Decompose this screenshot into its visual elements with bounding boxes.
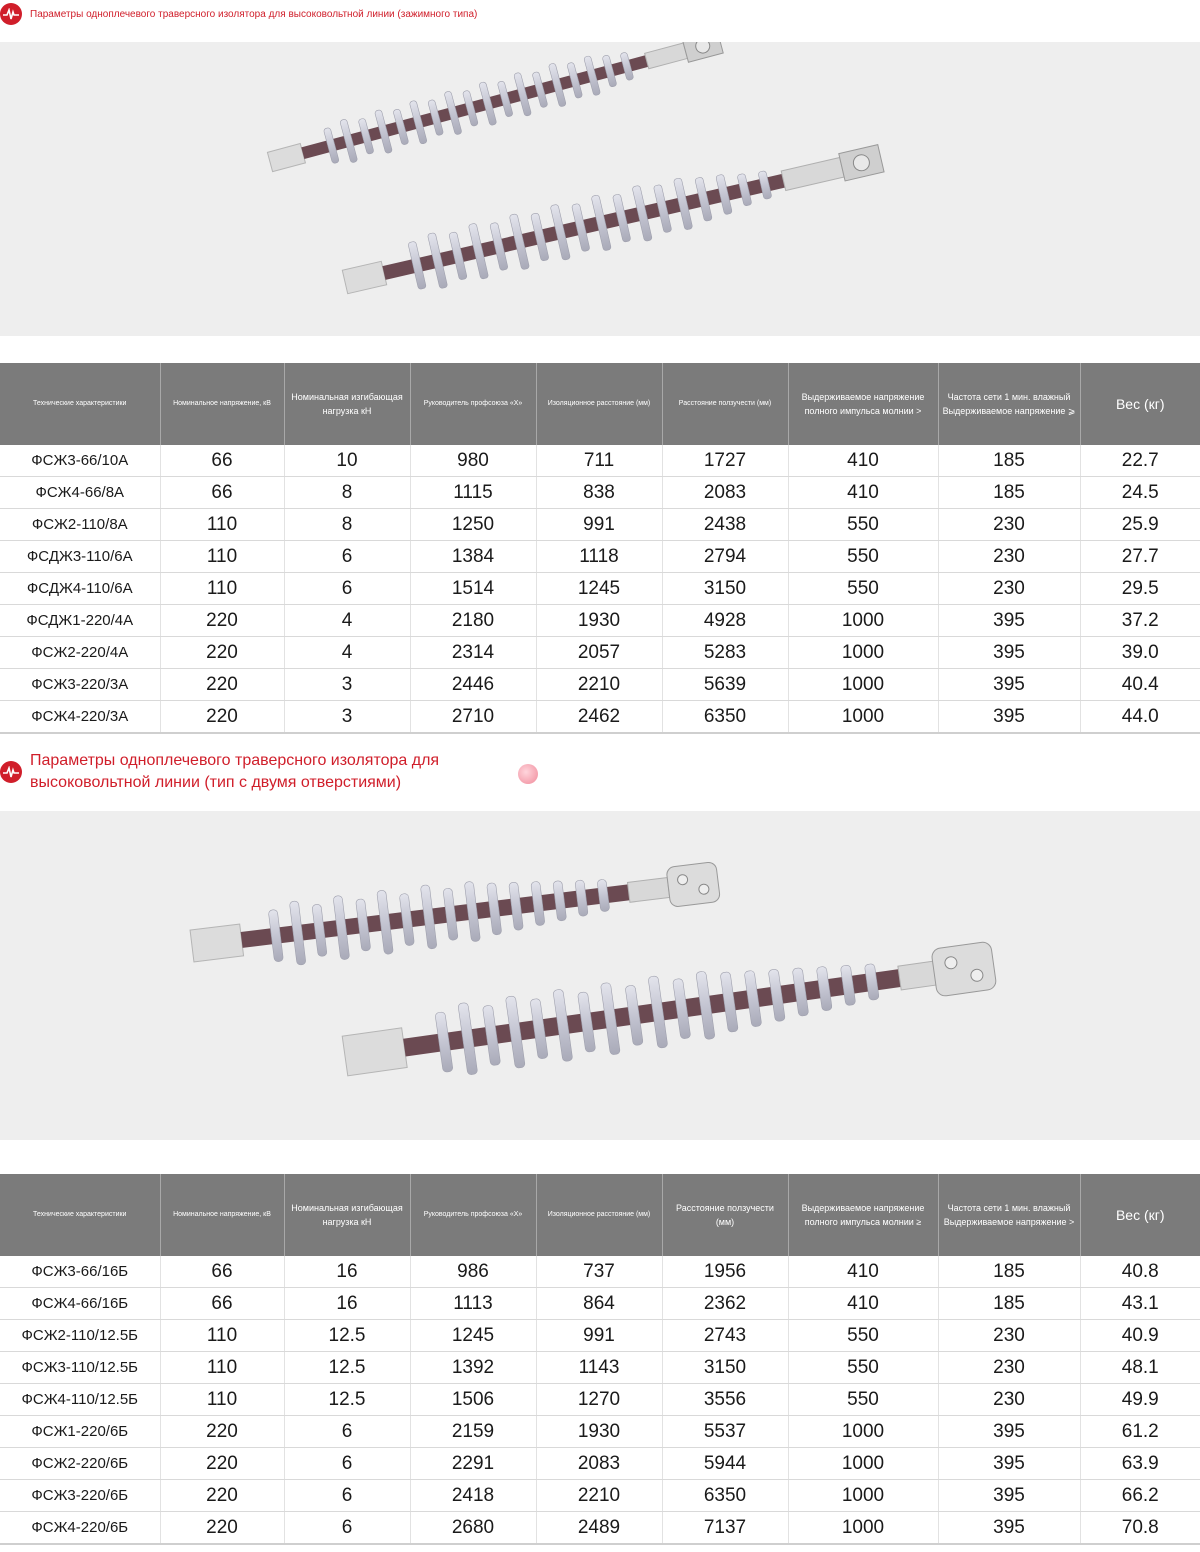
cell-weight: 48.1	[1080, 1352, 1200, 1384]
cell-impulse: 410	[788, 477, 938, 509]
cell-weight: 40.9	[1080, 1320, 1200, 1352]
cell-load: 8	[284, 509, 410, 541]
cell-frequency: 395	[938, 1480, 1080, 1512]
cell-load: 16	[284, 1256, 410, 1288]
cell-frequency: 395	[938, 1416, 1080, 1448]
col-header-impulse: Выдерживаемое напряжение полного импульса молнии >	[788, 363, 938, 445]
cell-voltage: 220	[160, 669, 284, 701]
insulator-bottom	[340, 929, 999, 1091]
table-row	[0, 605, 1200, 637]
pulse-logo-icon	[0, 761, 22, 783]
cell-model: ФСДЖ1-220/4А	[0, 605, 160, 637]
cell-voltage: 220	[160, 1480, 284, 1512]
cell-insulation: 737	[536, 1256, 662, 1288]
cell-insulation: 2210	[536, 1480, 662, 1512]
col-header-frequency: Частота сети 1 мин. влажный Выдерживаемое напряжение >	[938, 1174, 1080, 1256]
section2-header	[0, 750, 500, 794]
cell-union: 1115	[410, 477, 536, 509]
col-header-weight: Вес (кг)	[1080, 1174, 1200, 1256]
cell-impulse: 1000	[788, 1448, 938, 1480]
cell-voltage: 110	[160, 1320, 284, 1352]
col-header-spec: Технические характеристики	[0, 363, 160, 445]
cell-load: 6	[284, 1480, 410, 1512]
cell-weight: 70.8	[1080, 1512, 1200, 1545]
table-body	[0, 1256, 1200, 1544]
spec-table-clamp	[0, 363, 1200, 734]
cell-model: ФСЖ2-110/8А	[0, 509, 160, 541]
cell-load: 4	[284, 637, 410, 669]
cell-frequency: 185	[938, 445, 1080, 477]
cell-insulation: 2210	[536, 669, 662, 701]
col-header-load: Номинальная изгибающая нагрузка кН	[284, 1174, 410, 1256]
cell-weight: 39.0	[1080, 637, 1200, 669]
cell-union: 1392	[410, 1352, 536, 1384]
cell-model: ФСЖ4-110/12.5Б	[0, 1384, 160, 1416]
cell-creepage: 2083	[662, 477, 788, 509]
cell-weight: 40.8	[1080, 1256, 1200, 1288]
cell-creepage: 5944	[662, 1448, 788, 1480]
cell-union: 2180	[410, 605, 536, 637]
insulator-top	[188, 850, 722, 978]
cell-frequency: 230	[938, 1352, 1080, 1384]
col-header-union: Руководитель профсоюза «Х»	[410, 1174, 536, 1256]
cell-union: 1514	[410, 573, 536, 605]
cell-frequency: 395	[938, 1512, 1080, 1545]
cell-load: 16	[284, 1288, 410, 1320]
cell-load: 10	[284, 445, 410, 477]
col-header-voltage: Номинальное напряжение, кВ	[160, 1174, 284, 1256]
cell-creepage: 2743	[662, 1320, 788, 1352]
cell-union: 2680	[410, 1512, 536, 1545]
cell-frequency: 230	[938, 509, 1080, 541]
col-header-union: Руководитель профсоюза «Х»	[410, 363, 536, 445]
cell-frequency: 230	[938, 573, 1080, 605]
cell-model: ФСЖ3-66/16Б	[0, 1256, 160, 1288]
cell-load: 6	[284, 573, 410, 605]
table-row	[0, 477, 1200, 509]
insulator-top	[264, 42, 726, 183]
cell-union: 2446	[410, 669, 536, 701]
cell-creepage: 5537	[662, 1416, 788, 1448]
cell-impulse: 550	[788, 541, 938, 573]
table-row	[0, 1480, 1200, 1512]
cell-model: ФСЖ2-220/4А	[0, 637, 160, 669]
cell-load: 3	[284, 701, 410, 734]
cell-frequency: 395	[938, 1448, 1080, 1480]
cell-weight: 24.5	[1080, 477, 1200, 509]
cell-voltage: 220	[160, 605, 284, 637]
table-header-row	[0, 1174, 1200, 1256]
section2-title: Параметры одноплечевого траверсного изолятора для высоковольтной линии (тип с двумя отверстиями)	[30, 752, 440, 791]
cell-frequency: 230	[938, 1320, 1080, 1352]
col-header-spec: Технические характеристики	[0, 1174, 160, 1256]
cell-model: ФСЖ2-220/6Б	[0, 1448, 160, 1480]
cell-creepage: 1956	[662, 1256, 788, 1288]
cell-impulse: 410	[788, 1288, 938, 1320]
cell-voltage: 220	[160, 1448, 284, 1480]
cell-voltage: 220	[160, 1512, 284, 1545]
table-row	[0, 573, 1200, 605]
cell-model: ФСДЖ3-110/6А	[0, 541, 160, 573]
cell-creepage: 2794	[662, 541, 788, 573]
cell-insulation: 1143	[536, 1352, 662, 1384]
cell-voltage: 66	[160, 477, 284, 509]
cell-impulse: 1000	[788, 605, 938, 637]
cell-load: 12.5	[284, 1384, 410, 1416]
cell-load: 12.5	[284, 1352, 410, 1384]
cell-model: ФСЖ4-220/3А	[0, 701, 160, 734]
cell-union: 2314	[410, 637, 536, 669]
cell-creepage: 2362	[662, 1288, 788, 1320]
cell-weight: 61.2	[1080, 1416, 1200, 1448]
cell-insulation: 864	[536, 1288, 662, 1320]
cell-impulse: 1000	[788, 669, 938, 701]
cell-weight: 27.7	[1080, 541, 1200, 573]
cell-frequency: 230	[938, 1384, 1080, 1416]
cell-model: ФСЖ3-220/3А	[0, 669, 160, 701]
cell-frequency: 395	[938, 669, 1080, 701]
cell-load: 6	[284, 1448, 410, 1480]
cell-voltage: 220	[160, 701, 284, 734]
cell-voltage: 110	[160, 541, 284, 573]
insulator-photo-two-hole	[0, 811, 1200, 1140]
cell-impulse: 1000	[788, 1416, 938, 1448]
cell-creepage: 3556	[662, 1384, 788, 1416]
cell-model: ФСЖ1-220/6Б	[0, 1416, 160, 1448]
cell-weight: 49.9	[1080, 1384, 1200, 1416]
col-header-insulation: Изоляционное расстояние (мм)	[536, 363, 662, 445]
cell-insulation: 2083	[536, 1448, 662, 1480]
cell-insulation: 1930	[536, 605, 662, 637]
cell-union: 2159	[410, 1416, 536, 1448]
cell-insulation: 991	[536, 1320, 662, 1352]
col-header-creepage: Расстояние ползучести (мм)	[662, 1174, 788, 1256]
table-row	[0, 541, 1200, 573]
cell-insulation: 1270	[536, 1384, 662, 1416]
cell-voltage: 110	[160, 509, 284, 541]
cell-load: 6	[284, 1416, 410, 1448]
cell-model: ФСЖ3-66/10А	[0, 445, 160, 477]
cell-insulation: 2057	[536, 637, 662, 669]
cell-frequency: 230	[938, 541, 1080, 573]
cell-voltage: 220	[160, 1416, 284, 1448]
table-row	[0, 1288, 1200, 1320]
cell-load: 3	[284, 669, 410, 701]
cell-load: 4	[284, 605, 410, 637]
cell-load: 8	[284, 477, 410, 509]
cell-union: 986	[410, 1256, 536, 1288]
cell-model: ФСЖ4-66/16Б	[0, 1288, 160, 1320]
cell-impulse: 1000	[788, 1480, 938, 1512]
cell-union: 2418	[410, 1480, 536, 1512]
table-row	[0, 1416, 1200, 1448]
cell-weight: 29.5	[1080, 573, 1200, 605]
table-row	[0, 701, 1200, 734]
cell-impulse: 550	[788, 1320, 938, 1352]
cell-union: 2291	[410, 1448, 536, 1480]
cell-voltage: 110	[160, 573, 284, 605]
col-header-weight: Вес (кг)	[1080, 363, 1200, 445]
cell-frequency: 395	[938, 701, 1080, 734]
insulator-photo-clamp	[0, 42, 1200, 336]
cell-impulse: 550	[788, 1352, 938, 1384]
cell-voltage: 110	[160, 1352, 284, 1384]
cell-creepage: 6350	[662, 701, 788, 734]
cell-impulse: 550	[788, 1384, 938, 1416]
cell-weight: 22.7	[1080, 445, 1200, 477]
cell-weight: 43.1	[1080, 1288, 1200, 1320]
table-row	[0, 509, 1200, 541]
cell-union: 1250	[410, 509, 536, 541]
cell-frequency: 185	[938, 1288, 1080, 1320]
col-header-insulation: Изоляционное расстояние (мм)	[536, 1174, 662, 1256]
cell-model: ФСДЖ4-110/6А	[0, 573, 160, 605]
cell-union: 1506	[410, 1384, 536, 1416]
cell-creepage: 3150	[662, 1352, 788, 1384]
cell-creepage: 3150	[662, 573, 788, 605]
cell-weight: 44.0	[1080, 701, 1200, 734]
cell-load: 6	[284, 1512, 410, 1545]
table-row	[0, 1256, 1200, 1288]
cell-frequency: 185	[938, 1256, 1080, 1288]
cell-load: 6	[284, 541, 410, 573]
spec-table-two-hole	[0, 1174, 1200, 1545]
cell-creepage: 4928	[662, 605, 788, 637]
cell-union: 1113	[410, 1288, 536, 1320]
cell-voltage: 66	[160, 1256, 284, 1288]
table-row	[0, 1320, 1200, 1352]
cell-frequency: 395	[938, 637, 1080, 669]
table-row	[0, 445, 1200, 477]
cell-impulse: 410	[788, 1256, 938, 1288]
cell-creepage: 5283	[662, 637, 788, 669]
cell-union: 1384	[410, 541, 536, 573]
cell-insulation: 711	[536, 445, 662, 477]
cell-voltage: 220	[160, 637, 284, 669]
cell-impulse: 550	[788, 509, 938, 541]
table-header-row	[0, 363, 1200, 445]
cell-insulation: 991	[536, 509, 662, 541]
cell-load: 12.5	[284, 1320, 410, 1352]
cell-insulation: 2462	[536, 701, 662, 734]
col-header-voltage: Номинальное напряжение, кВ	[160, 363, 284, 445]
table-row	[0, 637, 1200, 669]
cell-union: 2710	[410, 701, 536, 734]
cell-model: ФСЖ2-110/12.5Б	[0, 1320, 160, 1352]
cell-creepage: 1727	[662, 445, 788, 477]
cell-insulation: 1930	[536, 1416, 662, 1448]
insulator-bottom	[339, 131, 888, 309]
col-header-frequency: Частота сети 1 мин. влажный Выдерживаемое напряжение ⩾	[938, 363, 1080, 445]
cell-insulation: 1245	[536, 573, 662, 605]
cell-creepage: 5639	[662, 669, 788, 701]
cell-union: 980	[410, 445, 536, 477]
cell-model: ФСЖ3-220/6Б	[0, 1480, 160, 1512]
cell-creepage: 6350	[662, 1480, 788, 1512]
cell-impulse: 550	[788, 573, 938, 605]
cell-weight: 37.2	[1080, 605, 1200, 637]
cell-union: 1245	[410, 1320, 536, 1352]
cell-weight: 40.4	[1080, 669, 1200, 701]
cell-creepage: 2438	[662, 509, 788, 541]
pulse-logo-icon	[0, 3, 22, 25]
cell-insulation: 838	[536, 477, 662, 509]
section1-header	[0, 2, 477, 26]
col-header-creepage: Расстояние ползучести (мм)	[662, 363, 788, 445]
table-body	[0, 445, 1200, 733]
cell-model: ФСЖ3-110/12.5Б	[0, 1352, 160, 1384]
table-row	[0, 1512, 1200, 1545]
decorative-blob-icon	[518, 764, 538, 784]
cell-frequency: 185	[938, 477, 1080, 509]
cell-impulse: 1000	[788, 637, 938, 669]
table-row	[0, 1448, 1200, 1480]
cell-voltage: 66	[160, 445, 284, 477]
col-header-load: Номинальная изгибающая нагрузка кН	[284, 363, 410, 445]
cell-voltage: 110	[160, 1384, 284, 1416]
cell-weight: 66.2	[1080, 1480, 1200, 1512]
cell-impulse: 410	[788, 445, 938, 477]
table-row	[0, 1384, 1200, 1416]
cell-weight: 63.9	[1080, 1448, 1200, 1480]
col-header-impulse: Выдерживаемое напряжение полного импульса молнии ≥	[788, 1174, 938, 1256]
cell-impulse: 1000	[788, 1512, 938, 1545]
cell-weight: 25.9	[1080, 509, 1200, 541]
section1-title: Параметры одноплечевого траверсного изолятора для высоковольтной линии (зажимного типа)	[30, 8, 478, 20]
table-row	[0, 669, 1200, 701]
cell-frequency: 395	[938, 605, 1080, 637]
cell-insulation: 1118	[536, 541, 662, 573]
cell-voltage: 66	[160, 1288, 284, 1320]
table-row	[0, 1352, 1200, 1384]
cell-insulation: 2489	[536, 1512, 662, 1545]
cell-impulse: 1000	[788, 701, 938, 734]
cell-creepage: 7137	[662, 1512, 788, 1545]
cell-model: ФСЖ4-220/6Б	[0, 1512, 160, 1545]
cell-model: ФСЖ4-66/8А	[0, 477, 160, 509]
